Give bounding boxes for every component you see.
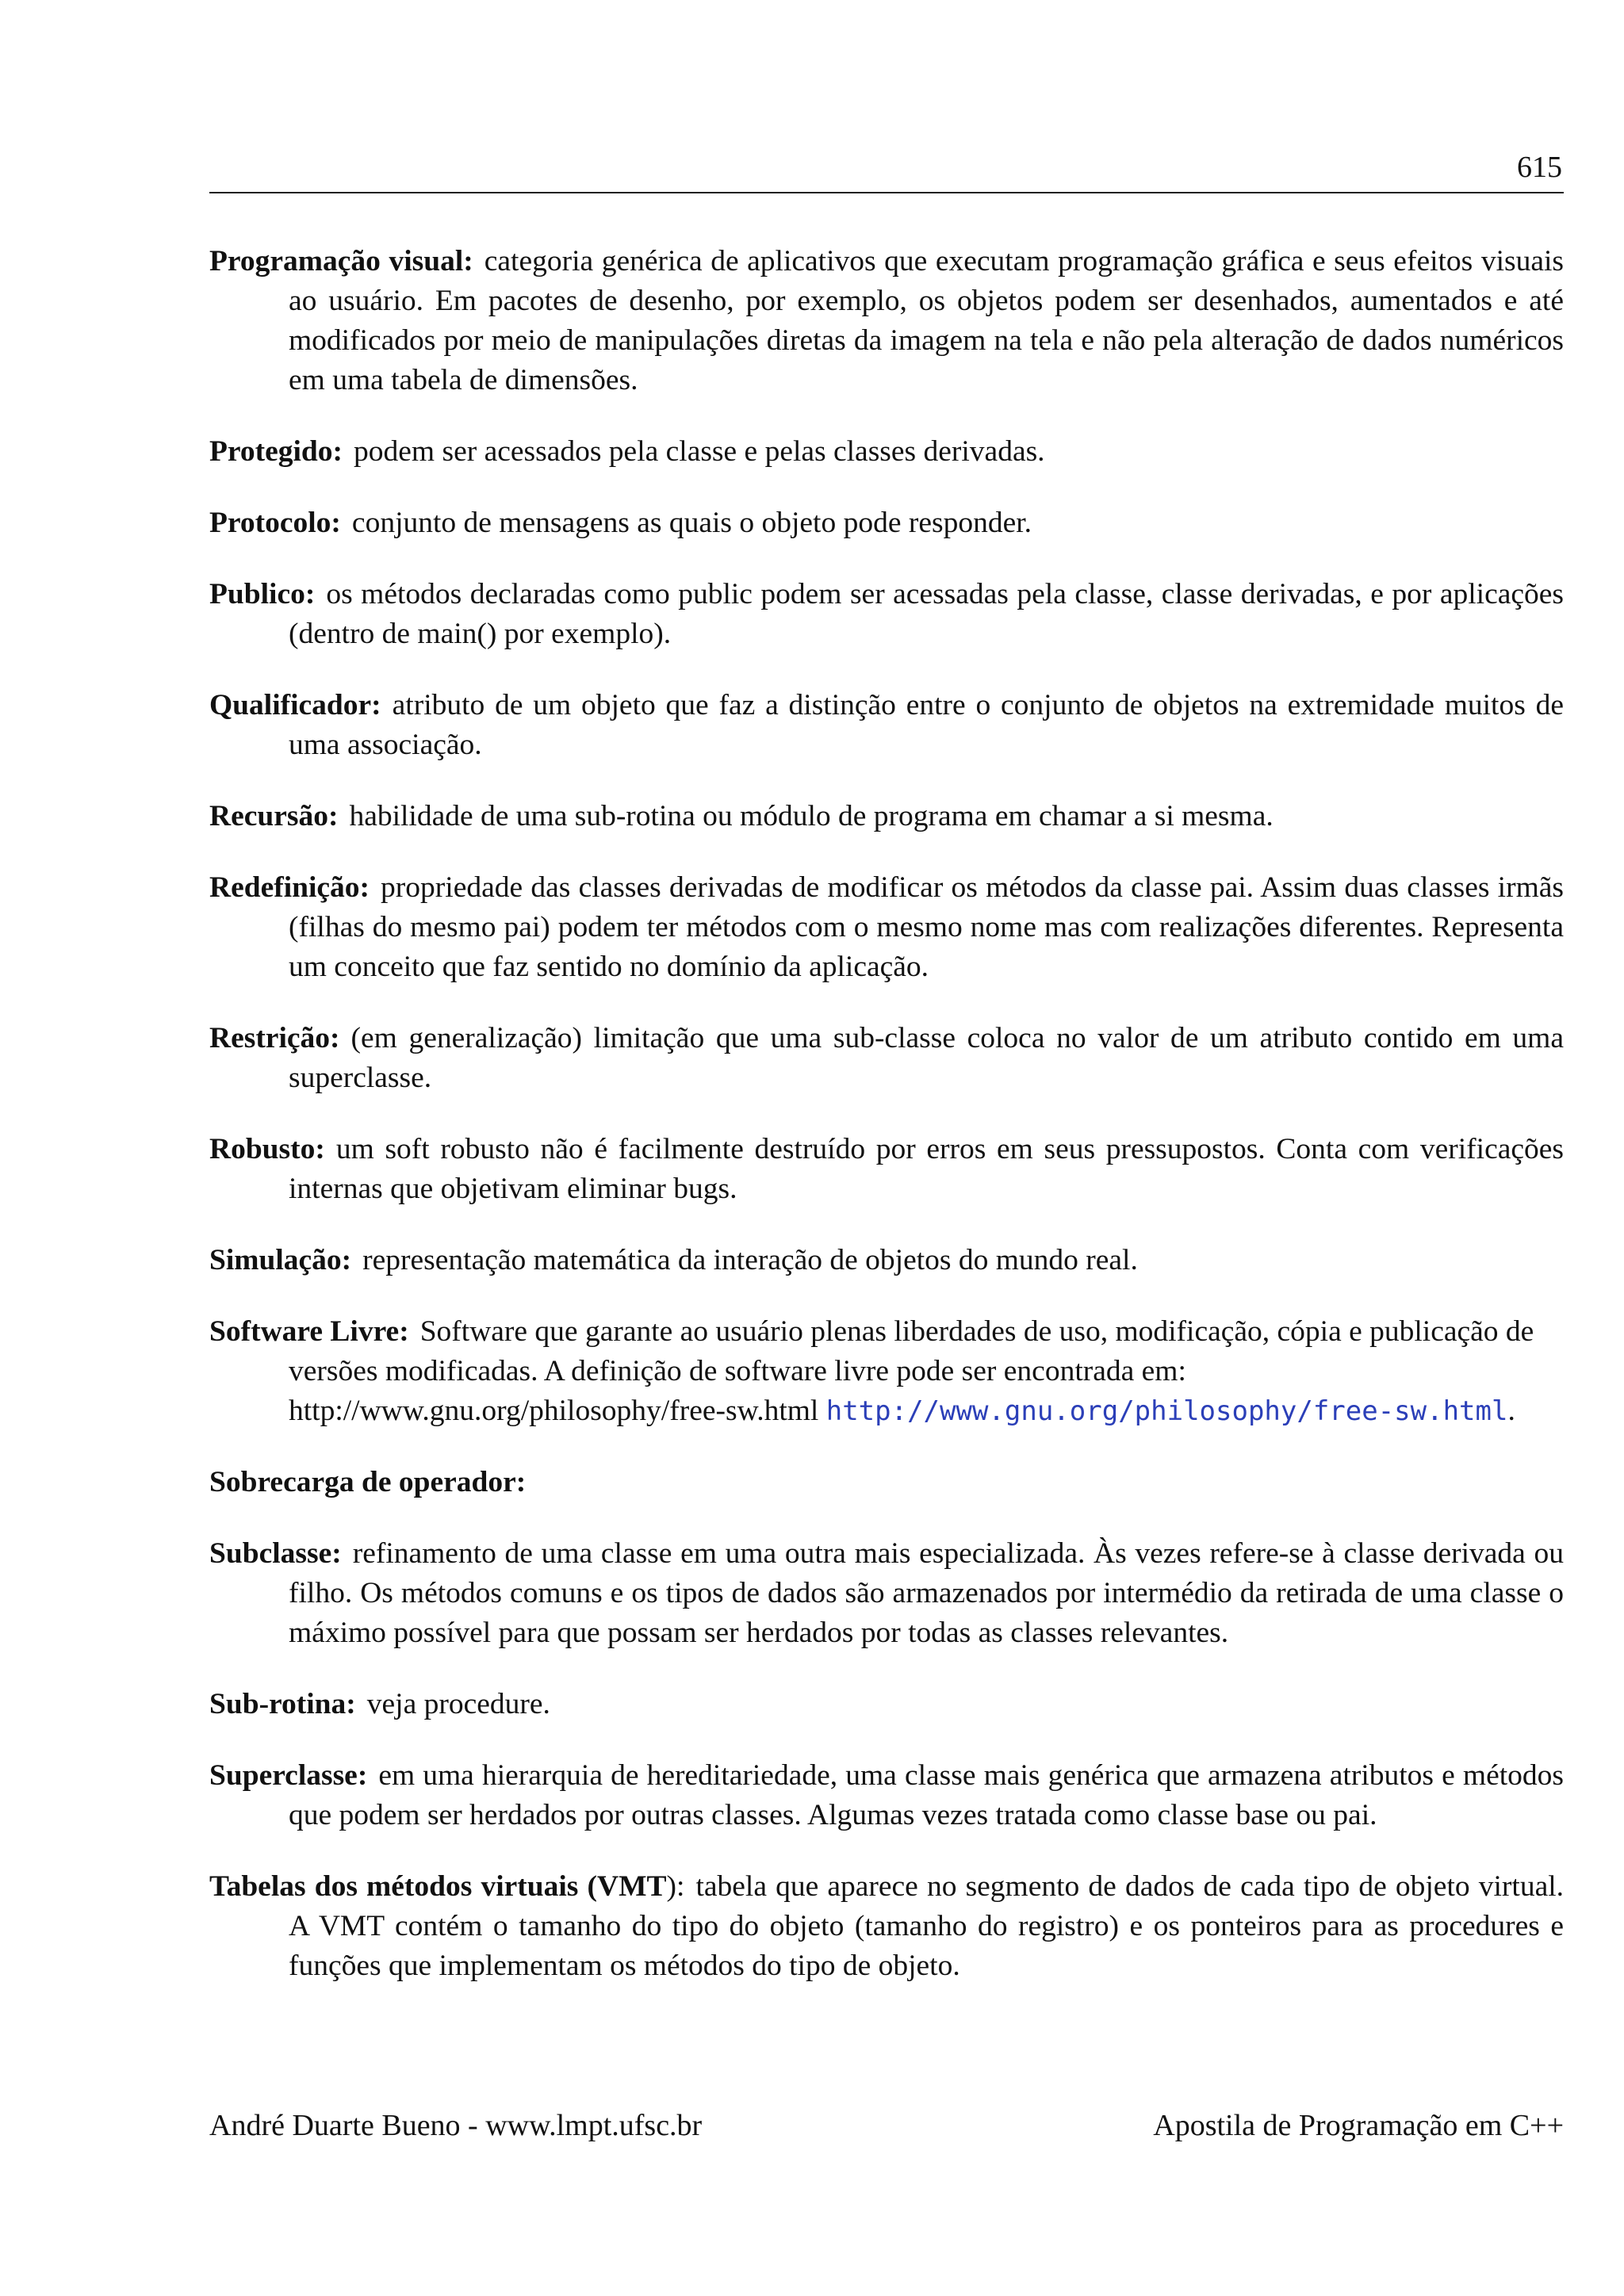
entry-text: conjunto de mensagens as quais o objeto pode responder. [351,507,1032,539]
glossary-entry-sub-rotina [209,1685,1564,1724]
entry-term: Redefinição: [209,871,370,904]
entry-text: podem ser acessados pela classe e pelas classes derivadas. [354,435,1045,468]
free-software-link[interactable]: http://www.gnu.org/philosophy/free-sw.html [825,1395,1508,1427]
entry-term: Simulação: [209,1244,352,1276]
entry-text: (em generalização) limitação que uma sub-classe coloca no valor de um atributo contido em uma superclasse. [289,1022,1564,1094]
glossary-entry-redefinicao [209,868,1564,987]
glossary-entry-publico [209,575,1564,654]
glossary-entry-programacao-visual [209,242,1564,400]
entry-term: Qualificador: [209,689,381,721]
glossary-entry-tabelas-vmt [209,1867,1564,1986]
entry-text: Software que garante ao usuário plenas liberdades de uso, modificação, cópia e publicação de versões modificadas. A definição de software livre pode ser encontrada em: http://www.gnu.org/philosophy/free-sw.html [289,1315,1534,1427]
footer-author: André Duarte Bueno - www.lmpt.ufsc.br [209,2109,703,2142]
glossary-entry-protegido [209,432,1564,472]
entry-text: atributo de um objeto que faz a distinção entre o conjunto de objetos na extremidade muitos de uma associação. [289,689,1564,761]
entry-term: Sobrecarga de operador: [209,1466,527,1498]
glossary-entry-restricao [209,1019,1564,1098]
entry-term: Recursão: [209,800,339,832]
entry-text: categoria genérica de aplicativos que executam programação gráfica e seus efeitos visuais ao usuário. Em pacotes de desenho, por exemplo, os objetos podem ser desenhados, aumentados e até modificados por meio de manipulações diretas da imagem na tela e não pela alteração de dados numéricos em uma tabela de dimensões. [289,245,1564,396]
page-number: 615 [1517,151,1562,184]
entry-term: Tabelas dos métodos virtuais (VMT [209,1870,667,1903]
entry-term: Sub-rotina: [209,1688,356,1720]
footer-title: Apostila de Programação em C++ [1153,2109,1564,2142]
entry-text: propriedade das classes derivadas de modificar os métodos da classe pai. Assim duas classes irmãs (filhas do mesmo pai) podem ter métodos com o mesmo nome mas com realizações diferentes. Representa um conceito que faz sentido no domínio da aplicação. [289,871,1564,983]
glossary-entry-protocolo [209,503,1564,543]
glossary-entry-software-livre [209,1312,1564,1431]
glossary-entry-simulacao [209,1241,1564,1280]
entry-text-end: . [1507,1395,1515,1427]
glossary-entry-subclasse [209,1534,1564,1653]
entry-term-suffix: ): [666,1870,685,1903]
entry-text: habilidade de uma sub-rotina ou módulo de programa em chamar a si mesma. [349,800,1274,832]
glossary-entry-robusto [209,1130,1564,1209]
entry-text: um soft robusto não é facilmente destruído por erros em seus pressupostos. Conta com verificações internas que objetivam eliminar bugs. [289,1133,1564,1205]
entry-term: Subclasse: [209,1537,342,1570]
entry-term: Restrição: [209,1022,340,1054]
entry-text: os métodos declaradas como public podem ser acessadas pela classe, classe derivadas, e por aplicações (dentro de main() por exemplo). [289,578,1564,650]
entry-term: Protegido: [209,435,343,468]
entry-text: refinamento de uma classe em uma outra mais especializada. Às vezes refere-se à classe derivada ou filho. Os métodos comuns e os tipos de dados são armazenados por intermédio da retirada de uma classe o máximo possível para que possam ser herdados por todas as classes relevantes. [289,1537,1564,1649]
entry-term: Superclasse: [209,1759,368,1792]
entry-term: Robusto: [209,1133,325,1165]
header-rule [209,192,1564,193]
glossary-entry-sobrecarga-de-operador [209,1463,1564,1502]
entry-term: Software Livre: [209,1315,409,1348]
glossary-entry-qualificador [209,686,1564,765]
entry-term: Publico: [209,578,316,610]
entry-text: veja procedure. [366,1688,550,1720]
glossary-list [209,242,1564,2018]
entry-text: tabela que aparece no segmento de dados de cada tipo de objeto virtual. A VMT contém o tamanho do tipo do objeto (tamanho do registro) e os ponteiros para as procedures e funções que implementam os métodos do tipo de objeto. [289,1870,1565,1982]
entry-term: Programação visual: [209,245,473,277]
entry-text: em uma hierarquia de hereditariedade, uma classe mais genérica que armazena atributos e métodos que podem ser herdados por outras classes. Algumas vezes tratada como classe base ou pai. [289,1759,1564,1831]
glossary-entry-recursao [209,797,1564,836]
entry-term: Protocolo: [209,507,341,539]
entry-text: representação matemática da interação de objetos do mundo real. [362,1244,1138,1276]
glossary-entry-superclasse [209,1756,1564,1835]
